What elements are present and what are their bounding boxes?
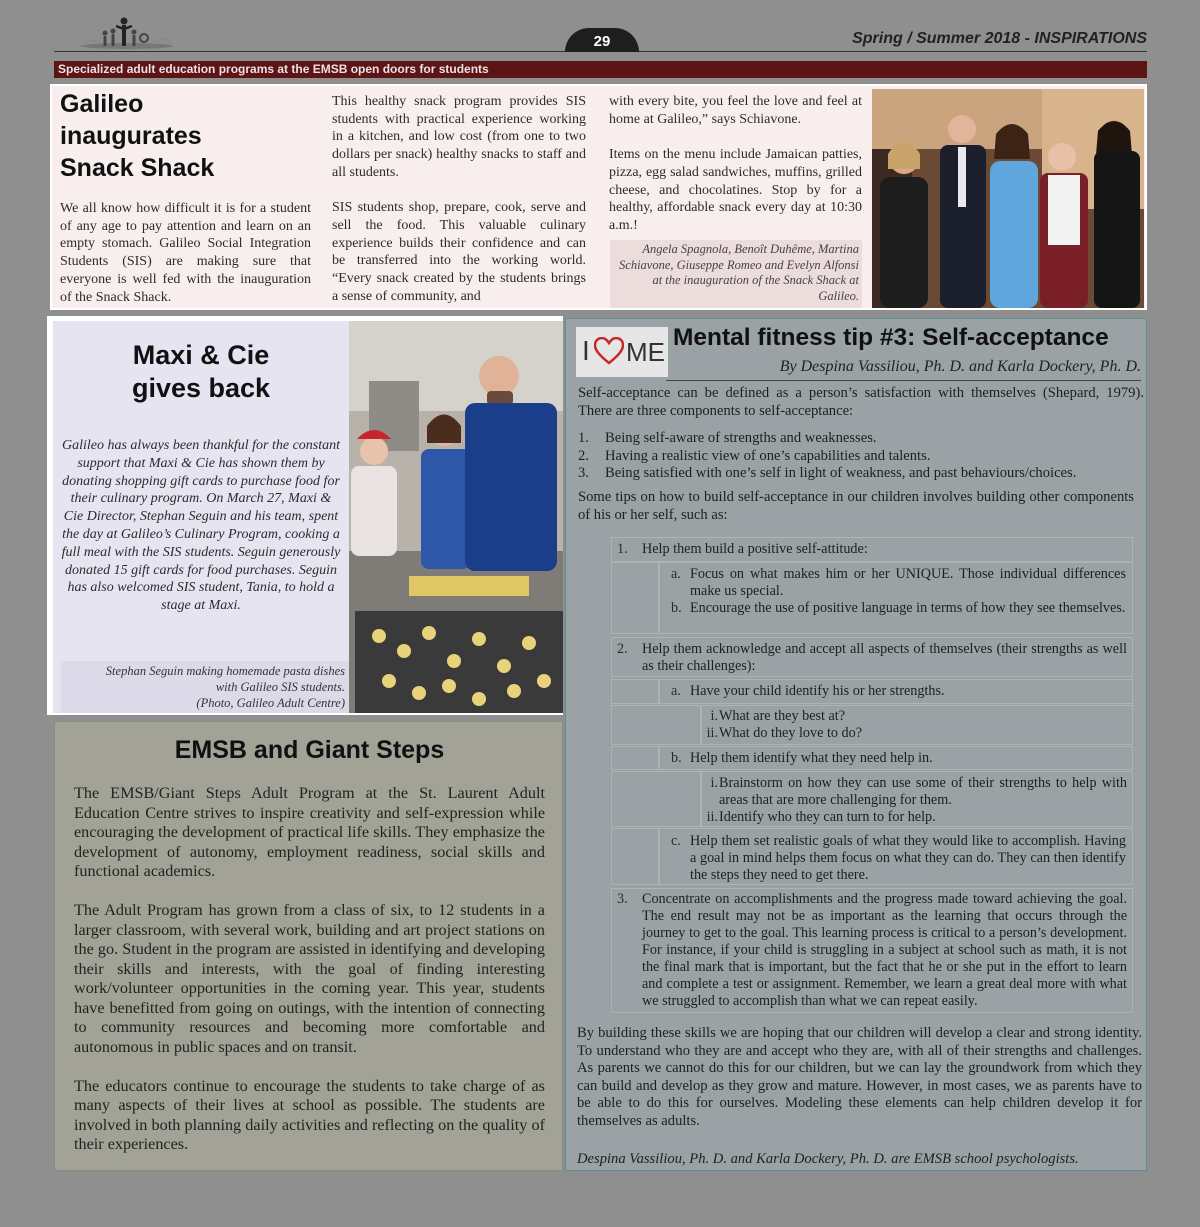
mental-closing: By building these skills we are hoping that our children will develop a clear and strong identity. To understand who they are and accept who they are, with all of their strengths and challenges. As parents we cannot do this for our children, but we can lay the groundwork from which they can build and develop as they grow and mature. However, in most cases, we as parents have to be able to do this for ourselves. Modeling these elements can help children develop it for themselves as adults.	[577, 1025, 1142, 1129]
tip-row-spacer	[611, 771, 701, 827]
tip-letter: a.	[671, 683, 681, 699]
galileo-paragraph: Items on the menu include Jamaican patties, pizza, egg salad sandwiches, muffins, grilled cheese, and chocolatines. Stop by for a healthy, affordable snack every day at 10:30 a.m.!	[609, 147, 862, 233]
tip-roman: i.	[710, 708, 718, 724]
mental-fitness-article	[565, 318, 1147, 1171]
tip-number: 1.	[617, 541, 628, 557]
maxi-caption-line: Stephan Seguin making homemade pasta dishes	[105, 664, 345, 678]
list-number: 1.	[578, 430, 589, 446]
maxi-photo-caption	[61, 661, 349, 713]
heart-icon	[594, 337, 624, 365]
tip-roman: ii.	[706, 809, 718, 825]
components-list	[578, 430, 1144, 483]
mental-intro: Self-acceptance can be defined as a person’s satisfaction with themselves (Shepard, 1979). There are three components to self-acceptance:	[578, 385, 1144, 419]
giant-steps-title: EMSB and Giant Steps	[174, 736, 445, 764]
tip-number: 2.	[617, 641, 628, 657]
list-text: Being satisfied with one’s self in light of weakness, and past behaviours/choices.	[605, 465, 1077, 482]
tip-text: Help them identify what they need help in.	[690, 750, 933, 766]
maxi-caption-line: (Photo, Galileo Adult Centre)	[196, 696, 345, 710]
galileo-column-3	[609, 93, 862, 235]
galileo-paragraph: SIS students shop, prepare, cook, serve and sell the food. This valuable culinary experience builds their confidence and can be transferred into the working world. “Every snack created by the students brings a sense of community, and	[332, 200, 586, 304]
galileo-column-2	[332, 93, 586, 305]
galileo-photo-caption: Angela Spagnola, Benoît Duhême, Martina Schiavone, Giuseppe Romeo and Evelyn Alfonsi at the inauguration of the Snack Shack at Galileo.	[610, 240, 862, 308]
tip-row-spacer	[611, 828, 659, 885]
tip-roman: ii.	[706, 725, 718, 741]
tip-number: 3.	[617, 891, 628, 907]
giant-steps-body	[74, 784, 545, 1174]
logo-letters-me: ME	[626, 337, 665, 367]
tip-text: Concentrate on accomplishments and the progress made toward achieving the goal. The end result may not be as important as the learning that occurs through the journey to get to the goal. This learning process is critical to a person’s development. For instance, if your child is struggling in a subject at school such as math, it is not the final mark that is important, but the fact that he or she put in the effort to learn and complete a test or assignment. Remember, we learn a great deal more with what we struggled to accomplish than what we can repeat easily.	[642, 891, 1127, 1009]
i-love-me-logo	[576, 327, 668, 377]
maxi-title	[53, 339, 349, 405]
tip-row-spacer	[611, 562, 659, 634]
tip-text: What are they best at?	[719, 708, 846, 724]
tip-roman: i.	[710, 775, 718, 791]
list-item	[578, 448, 1144, 466]
galileo-title-line: Snack Shack	[60, 154, 215, 182]
giant-steps-article	[54, 721, 563, 1171]
galileo-title	[60, 88, 320, 184]
tip-text: Focus on what makes him or her UNIQUE. Those individual differences make us special.	[690, 566, 1126, 599]
byline-rule	[666, 380, 1141, 381]
galileo-title-line: inaugurates	[60, 122, 202, 150]
galileo-article	[50, 84, 1147, 310]
tip-text: Help them acknowledge and accept all aspects of themselves (their strengths as well as their challenges):	[642, 641, 1127, 674]
tip-text: Brainstorm on how they can use some of their strengths to help with areas that are more challenging for them.	[719, 775, 1127, 808]
galileo-paragraph: We all know how difficult it is for a student of any age to pay attention and learn on an empty stomach. Galileo Social Integration Students (SIS) are making sure that everyone is well fed with the inauguration of the Snack Shack.	[60, 201, 311, 305]
section-banner: Specialized adult education programs at the EMSB open doors for students	[54, 61, 1147, 78]
maxi-article	[47, 316, 563, 715]
list-item	[578, 465, 1144, 483]
maxi-body: Galileo has always been thankful for the constant support that Maxi & Cie has shown them by donating shopping gift cards to purchase food for their culinary program. On March 27, Maxi & Cie Director, Stephan Seguin and his team, spent the day at Galileo’s Culinary Program, cooking a full meal with the SIS students. Seguin generously donated 15 gift cards for food purchases. Seguin has also welcomed SIS student, Tania, to hold a stage at Maxi.	[61, 438, 341, 614]
tip-text: Help them set realistic goals of what they would like to accomplish. Having a goal in mind helps them focus on what they can do. They can then identify the steps they need to get there.	[690, 833, 1126, 883]
mental-fitness-byline: By Despina Vassiliou, Ph. D. and Karla Dockery, Ph. D.	[779, 358, 1141, 375]
tips-intro: Some tips on how to build self-acceptance in our children involves building other components of his or her self, such as:	[578, 489, 1134, 523]
giant-steps-paragraph: The educators continue to encourage the students to take charge of as many aspects of their lives at school as possible. The students are involved in both planning daily activities and reflecting on the quality of their experiences.	[74, 1076, 545, 1153]
page-number: 29	[565, 28, 639, 52]
tip-row-spacer	[611, 679, 659, 704]
galileo-paragraph: with every bite, you feel the love and feel at home at Galileo,” says Schiavone.	[609, 94, 862, 127]
publication-logo	[80, 16, 175, 50]
tip-text: Identify who they can turn to for help.	[719, 809, 936, 825]
tip-text: What do they love to do?	[719, 725, 863, 741]
list-number: 3.	[578, 465, 589, 482]
galileo-paragraph: This healthy snack program provides SIS students with practical experience working in a kitchen, and low cost (from one to two dollars per snack) healthy snacks to staff and all students.	[332, 94, 586, 180]
galileo-column-1	[60, 200, 311, 306]
maxi-title-line: Maxi & Cie	[132, 340, 270, 370]
giant-steps-paragraph: The Adult Program has grown from a class of six, to 12 students in a larger classroom, with several work, building and art project stations on the go. Student in the program are assisted in identifying and developing their skills and interests, with the goal of finding interesting work/volunteer opportunities in the coming year. This year, students have benefitted from going on outings, with the intention of connecting to community resources and becoming more comfortable and autonomous in public spaces and on transit.	[74, 901, 545, 1056]
giant-steps-paragraph: The EMSB/Giant Steps Adult Program at the St. Laurent Adult Education Centre strives to inspire creativity and self-expression while encouraging the development of practical life skills. They emphasize the development of autonomy, employment readiness, social skills and functional academics.	[74, 784, 545, 880]
tip-row-spacer	[611, 705, 701, 745]
mental-fitness-title: Mental fitness tip #3: Self-acceptance	[673, 324, 1109, 351]
tip-letter: a.	[671, 566, 681, 582]
galileo-group-photo	[872, 89, 1144, 308]
tip-text: Help them build a positive self-attitude:	[642, 541, 868, 557]
issue-title: Spring / Summer 2018 - INSPIRATIONS	[852, 30, 1147, 47]
pasta-kitchen-photo	[349, 321, 563, 713]
logo-letter-i: I	[582, 335, 590, 366]
list-text: Being self-aware of strengths and weaknesses.	[605, 430, 877, 446]
tip-letter: b.	[671, 600, 682, 616]
galileo-title-line: Galileo	[60, 90, 144, 118]
maxi-title-line: gives back	[131, 373, 271, 403]
tip-text: Have your child identify his or her strengths.	[690, 683, 945, 699]
tip-letter: c.	[671, 833, 681, 849]
tip-text: Encourage the use of positive language in terms of how they see themselves.	[690, 600, 1126, 616]
maxi-caption-line: with Galileo SIS students.	[215, 680, 345, 694]
tip-letter: b.	[671, 750, 682, 766]
list-item	[578, 430, 1144, 448]
mental-signature: Despina Vassiliou, Ph. D. and Karla Dockery, Ph. D. are EMSB school psychologists.	[577, 1151, 1079, 1167]
list-text: Having a realistic view of one’s capabilities and talents.	[605, 447, 931, 464]
list-number: 2.	[578, 447, 589, 464]
tip-row-spacer	[611, 746, 659, 770]
maxi-text-panel	[53, 321, 349, 713]
